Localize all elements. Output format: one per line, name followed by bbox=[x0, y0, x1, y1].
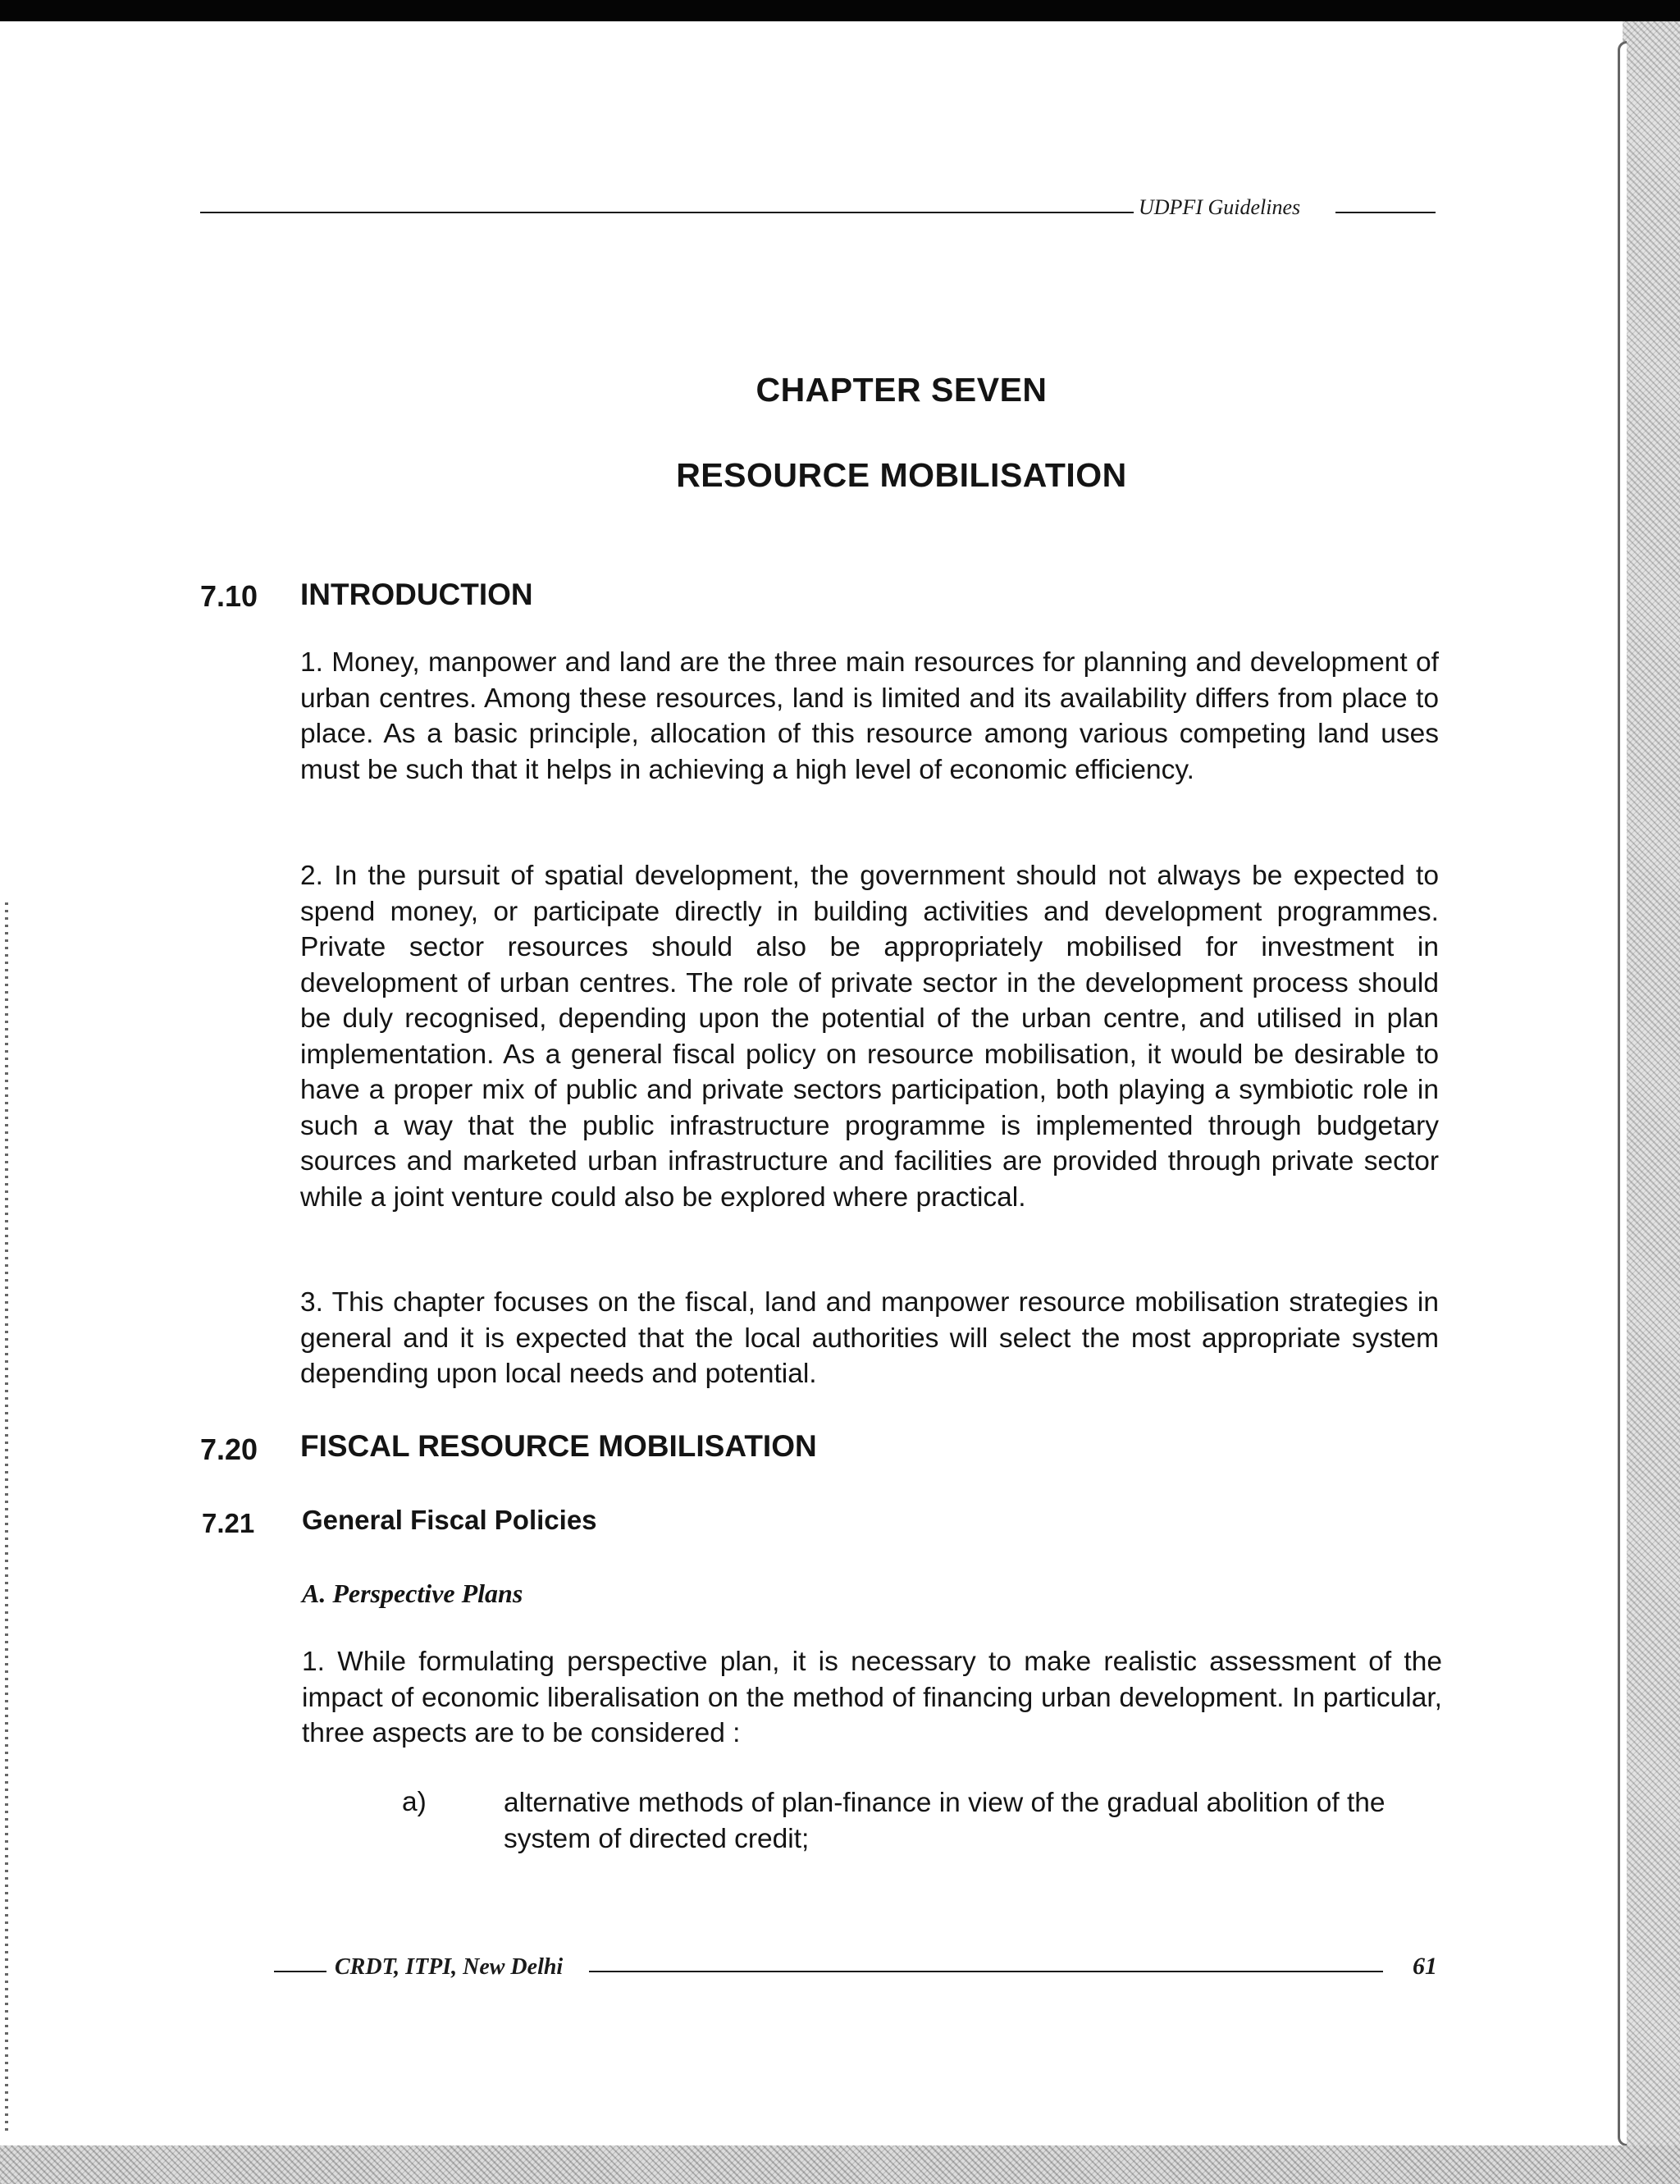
scan-left-edge-speckle bbox=[5, 902, 8, 2133]
list-item-text: alternative methods of plan-finance in view of the gradual abolition of the system of directed credit; bbox=[504, 1788, 1386, 1854]
footer-publisher: CRDT, ITPI, New Delhi bbox=[335, 1954, 564, 1980]
footer-page-number: 61 bbox=[1413, 1953, 1437, 1980]
section-7-21-number: 7.21 bbox=[202, 1508, 255, 1538]
scan-bottom-edge-noise bbox=[0, 2145, 1680, 2184]
chapter-title: CHAPTER SEVEN bbox=[756, 371, 1048, 409]
intro-paragraph-3: 3. This chapter focuses on the fiscal, land and manpower resource mobilisation strategies in general and it is expected that the local authorities will select the most appropriate system depending upon local needs and potential. bbox=[300, 1287, 1439, 1389]
header-rule-left bbox=[200, 212, 1134, 213]
perspective-plans-paragraph: 1. While formulating perspective plan, it is necessary to make realistic assessment of the impact of economic liberalisation on the method of financing urban development. In particular, three aspects are to be considered : bbox=[302, 1647, 1442, 1748]
footer-rule-left bbox=[274, 1971, 326, 1972]
intro-paragraph-2: 2. In the pursuit of spatial development, the government should not always be expected to spend money, or participate directly in building activities and development programmes. Private sector resources should also be appropriately mobilised for investment in development of urban centres. The role of private sector in the development process should be duly recognised, depending upon the potential of the urban centre, and utilised in plan implementation. As a general fiscal policy on resource mobilisation, it would be desirable to have a proper mix of public and private sectors participation, both playing a symbiotic role in such a way that the public infrastructure programme is implemented through budgetary sources and marketed urban infrastructure and facilities are provided through private sector while a joint venture could also be explored where practical. bbox=[300, 861, 1439, 1213]
perspective-plans-heading: A. Perspective Plans bbox=[302, 1579, 523, 1608]
section-7-20-title: FISCAL RESOURCE MOBILISATION bbox=[300, 1429, 817, 1463]
footer-rule-right bbox=[589, 1971, 1383, 1972]
section-7-21-title: General Fiscal Policies bbox=[302, 1505, 597, 1535]
section-7-10-number: 7.10 bbox=[200, 579, 258, 613]
page-edge-fold bbox=[1618, 41, 1627, 2146]
scan-right-edge-noise bbox=[1623, 21, 1680, 2184]
section-7-10-title: INTRODUCTION bbox=[300, 578, 533, 611]
chapter-subtitle: RESOURCE MOBILISATION bbox=[676, 456, 1127, 494]
list-item-marker: a) bbox=[402, 1787, 427, 1817]
intro-paragraph-1: 1. Money, manpower and land are the three main resources for planning and development of urban centres. Among these resources, land is limited and its availability differs from place to place. As a basic principle, allocation of this resource among various competing land uses must be such that it helps in achieving a high level of economic efficiency. bbox=[300, 647, 1439, 785]
section-7-20-number: 7.20 bbox=[200, 1432, 258, 1466]
scan-top-border bbox=[0, 0, 1680, 21]
header-rule-right bbox=[1335, 212, 1436, 213]
header-running-title: UDPFI Guidelines bbox=[1139, 195, 1301, 219]
